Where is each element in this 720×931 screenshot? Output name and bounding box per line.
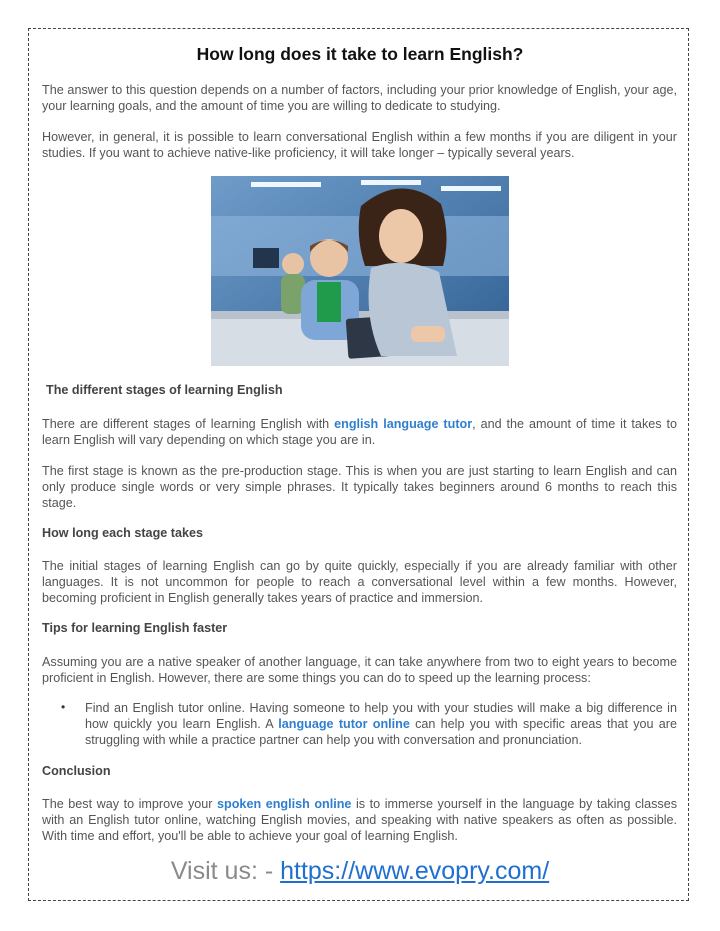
conclusion-text-before: The best way to improve your [42, 797, 218, 811]
visit-us-label: Visit us: - [170, 857, 281, 885]
english-language-tutor-link[interactable]: english language tutor [334, 417, 473, 431]
conclusion-text-after: is to immerse yourself in the language by taking classes with an English tutor online, watching English movies, and speaking with native speakers as often as possible. With time and effort, you'll be able to achieve your goal of learning English. [42, 797, 678, 843]
tips-paragraph: Assuming you are a native speaker of another language, it can take anywhere from two to eight years to become proficient in English. However, there are some things you can do to speed up the learning process: [42, 655, 677, 685]
page-title: How long does it take to learn English? [196, 44, 524, 64]
visit-us-line [0, 857, 720, 886]
heading-stages: The different stages of learning English [46, 383, 283, 397]
website-link[interactable]: https://www.evopry.com/ [280, 857, 550, 885]
conclusion-paragraph [42, 796, 677, 844]
stages-paragraph-2: The first stage is known as the pre-production stage. This is when you are just starting to learn English and can only produce single words or very simple phrases. It typically takes beginners around 6 months to reach this stage. [42, 464, 677, 510]
stages-text-after: , and the amount of time it takes to learn English will vary depending on which stage you are in. [42, 417, 677, 447]
heading-stage-duration: How long each stage takes [42, 526, 203, 540]
bullet-text-before: Find an English tutor online. Having someone to help you with your studies will make a big difference in how quickly you learn English. A [85, 701, 677, 731]
language-tutor-online-link[interactable]: language tutor online [278, 717, 410, 731]
bullet-dot: • [61, 700, 66, 714]
intro-paragraph-2: However, in general, it is possible to learn conversational English within a few months if you are diligent in your studies. If you want to achieve native-like proficiency, it will take longer – typically several years. [42, 130, 677, 160]
stages-paragraph-1 [42, 416, 677, 448]
heading-conclusion: Conclusion [42, 764, 111, 778]
tips-bullet-item [85, 700, 677, 748]
spoken-english-online-link[interactable]: spoken english online [217, 797, 352, 811]
stages-text-before: There are different stages of learning English with [42, 417, 335, 431]
classroom-photo [211, 176, 509, 366]
duration-paragraph: The initial stages of learning English can go by quite quickly, especially if you are already familiar with other languages. It is not uncommon for people to reach a conversational level within a few months. However, becoming proficient in English generally takes years of practice and immersion. [42, 559, 677, 605]
intro-paragraph-1: The answer to this question depends on a number of factors, including your prior knowledge of English, your age, your learning goals, and the amount of time you are willing to dedicate to studying. [42, 83, 677, 113]
bullet-text-after: can help you with specific areas that you are struggling with while a practice partner can help you with conversation and pronunciation. [85, 717, 677, 747]
heading-tips: Tips for learning English faster [42, 621, 228, 635]
